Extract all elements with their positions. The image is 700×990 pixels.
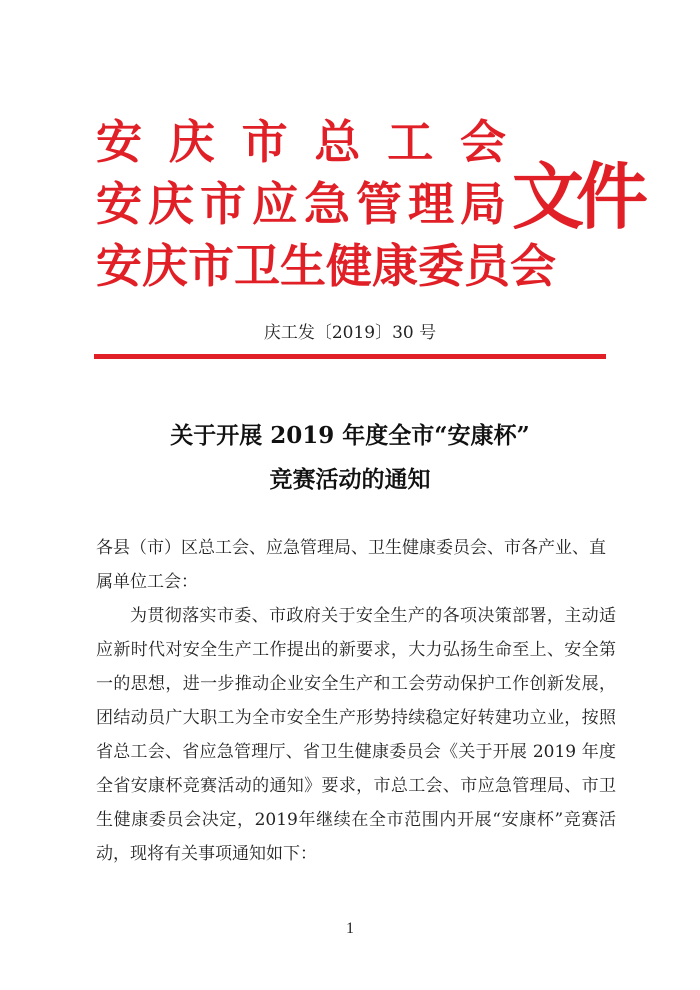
issuer-char: 局 (460, 177, 506, 231)
issuer-char: 会 (510, 239, 556, 293)
addressee: 各县（市）区总工会、应急管理局、卫生健康委员会、市各产业、直属单位工会： (96, 538, 606, 592)
issuer-char: 卫 (234, 239, 280, 293)
issuer-char: 理 (408, 177, 454, 231)
issuer-char: 急 (304, 177, 350, 231)
issuer-char: 健 (326, 239, 372, 293)
issuer-char: 生 (280, 239, 326, 293)
issuer-char: 应 (252, 177, 298, 231)
document-number: 庆工发〔2019〕30 号 (263, 323, 437, 343)
issuer-line-2 (96, 174, 506, 234)
issuer-char: 市 (241, 115, 288, 169)
notice-title-line-1: 关于开展 2019 年度全市“安康杯” (170, 422, 530, 449)
issuer-char: 安 (96, 115, 142, 169)
issuer-char: 总 (314, 115, 361, 169)
issuer-char: 员 (464, 239, 510, 293)
issuer-char: 会 (459, 115, 506, 169)
notice-title-line-2: 竞赛活动的通知 (269, 466, 431, 493)
red-divider-line (94, 354, 606, 359)
issuer-char: 市 (200, 177, 246, 231)
body-paragraph-1: 为贯彻落实市委、市政府关于安全生产的各项决策部署，主动适应新时代对安全生产工作提出的新要求，大力弘扬生命至上、安全第一的思想，进一步推动企业安全生产和工会劳动保护工作创新发展，团结动员广大职工为全市安全生产形势持续稳定好转建功立业，按照省总工会、省应急管理厅、省卫生健康委员会《关于开展 2019 年度全省安康杯竞赛活动的通知》要求，市总工会、市应急管理局、市卫生健康委员会决定，2019年继续在全市范围内开展“安康杯”竞赛活动，现将有关事项通知如下： (96, 606, 616, 864)
document-type-label: 文件 (512, 154, 641, 239)
issuer-char: 市 (188, 239, 234, 293)
issuer-char: 安 (96, 177, 142, 231)
issuer-char: 管 (356, 177, 402, 231)
issuer-line-1 (96, 112, 506, 172)
issuer-char: 康 (372, 239, 418, 293)
issuer-char: 庆 (148, 177, 194, 231)
issuer-line-3 (96, 236, 556, 296)
issuer-char: 安 (96, 239, 142, 293)
page-number: 1 (346, 920, 354, 937)
issuer-char: 庆 (142, 239, 188, 293)
issuer-char: 庆 (168, 115, 215, 169)
issuer-char: 委 (418, 239, 464, 293)
issuer-char: 工 (387, 115, 434, 169)
